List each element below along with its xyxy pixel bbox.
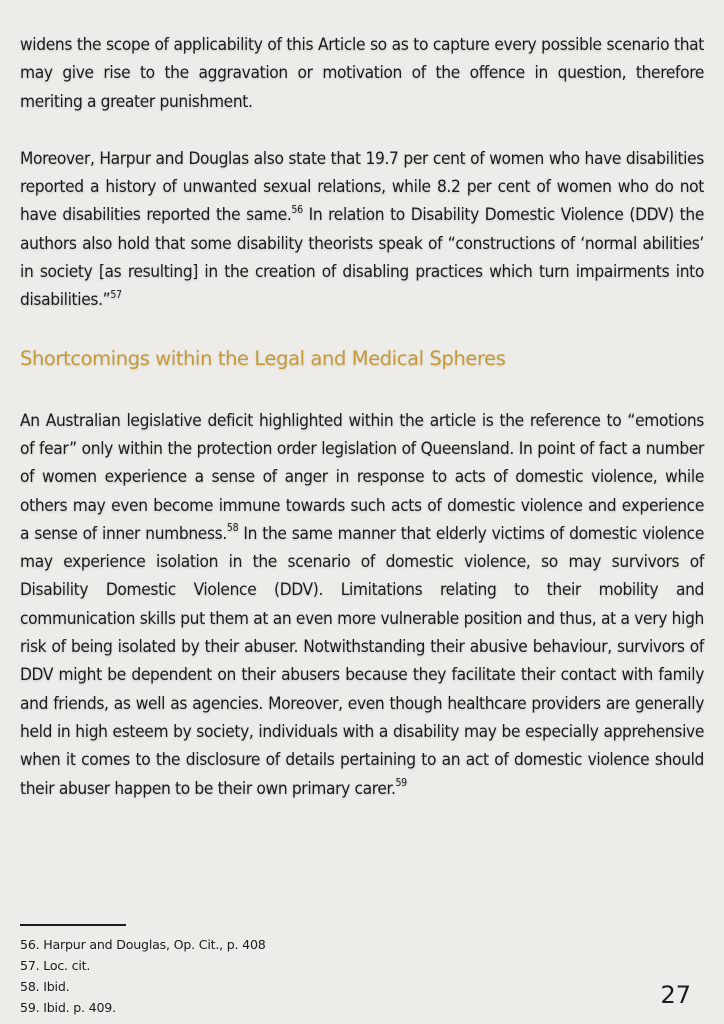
footnote-57: 57. Loc. cit. — [20, 958, 91, 973]
paragraph-legislative-deficit — [20, 407, 704, 803]
footnote-ref-56[interactable]: 56 — [291, 203, 303, 216]
document-page — [20, 31, 704, 803]
paragraph-text: In relation to Disability Domestic Violence (DDV) the authors also hold that some disability theorists speak of “constructions of ‘normal abilities’ in society [as resulting] in the creation of disabling practices which turn impairments into disabilities.” — [20, 205, 704, 311]
paragraph-harpur-douglas-statistics — [20, 145, 704, 315]
footnote-ref-58[interactable]: 58 — [226, 522, 239, 535]
paragraph-text: Moreover, Harpur and Douglas also state that 19.7 per cent of women who have disabilities reported a history of unwanted sexual relations, while 8.2 per cent of women who do not have disabilities reported the same. — [20, 148, 704, 226]
page-number: 27 — [660, 981, 691, 1009]
footnote-ref-57[interactable]: 57 — [110, 288, 122, 301]
footnote-ref-59[interactable]: 59 — [395, 776, 407, 789]
section-spacer — [20, 373, 704, 407]
section-spacer — [20, 315, 704, 345]
footnote-divider — [20, 924, 126, 926]
paragraph-spacer — [20, 116, 704, 145]
section-heading: Shortcomings within the Legal and Medical Spheres — [20, 346, 506, 370]
footnotes-list — [20, 934, 266, 1018]
footnote-58: 58. Ibid. — [20, 979, 70, 994]
paragraph-scope-of-applicability: widens the scope of applicability of this Article so as to capture every possible scenario that may give rise to the aggravation or motivation of the offence in question, therefore meriting a greater punishment. — [20, 35, 704, 112]
footnote-56: 56. Harpur and Douglas, Op. Cit., p. 408 — [20, 937, 266, 952]
paragraph-text: An Australian legislative deficit highlighted within the article is the reference to “emotions of fear” only within the protection order legislation of Queensland. In point of fact a number of women experience a sense of anger in response to acts of domestic violence, while others may even become immune towards such acts of domestic violence and experience a sense of inner numbness. — [20, 410, 704, 544]
paragraph-text: In the same manner that elderly victims of domestic violence may experience isolation in the scenario of domestic violence, so may survivors of Disability Domestic Violence (DDV). Limitations relating to their mobility and communication skills put them at an even more vulnerable position and thus, at a very high risk of being isolated by their abuser. Notwithstanding their abusive behaviour, survivors of DDV might be dependent on their abusers because they facilitate their contact with family and friends, as well as agencies. Moreover, even though healthcare providers are generally held in high esteem by society, individuals with a disability may be especially apprehensive when it comes to the disclosure of details pertaining to an act of domestic violence should their abuser happen to be their own primary carer. — [20, 523, 704, 799]
footnote-59: 59. Ibid. p. 409. — [20, 1000, 116, 1015]
